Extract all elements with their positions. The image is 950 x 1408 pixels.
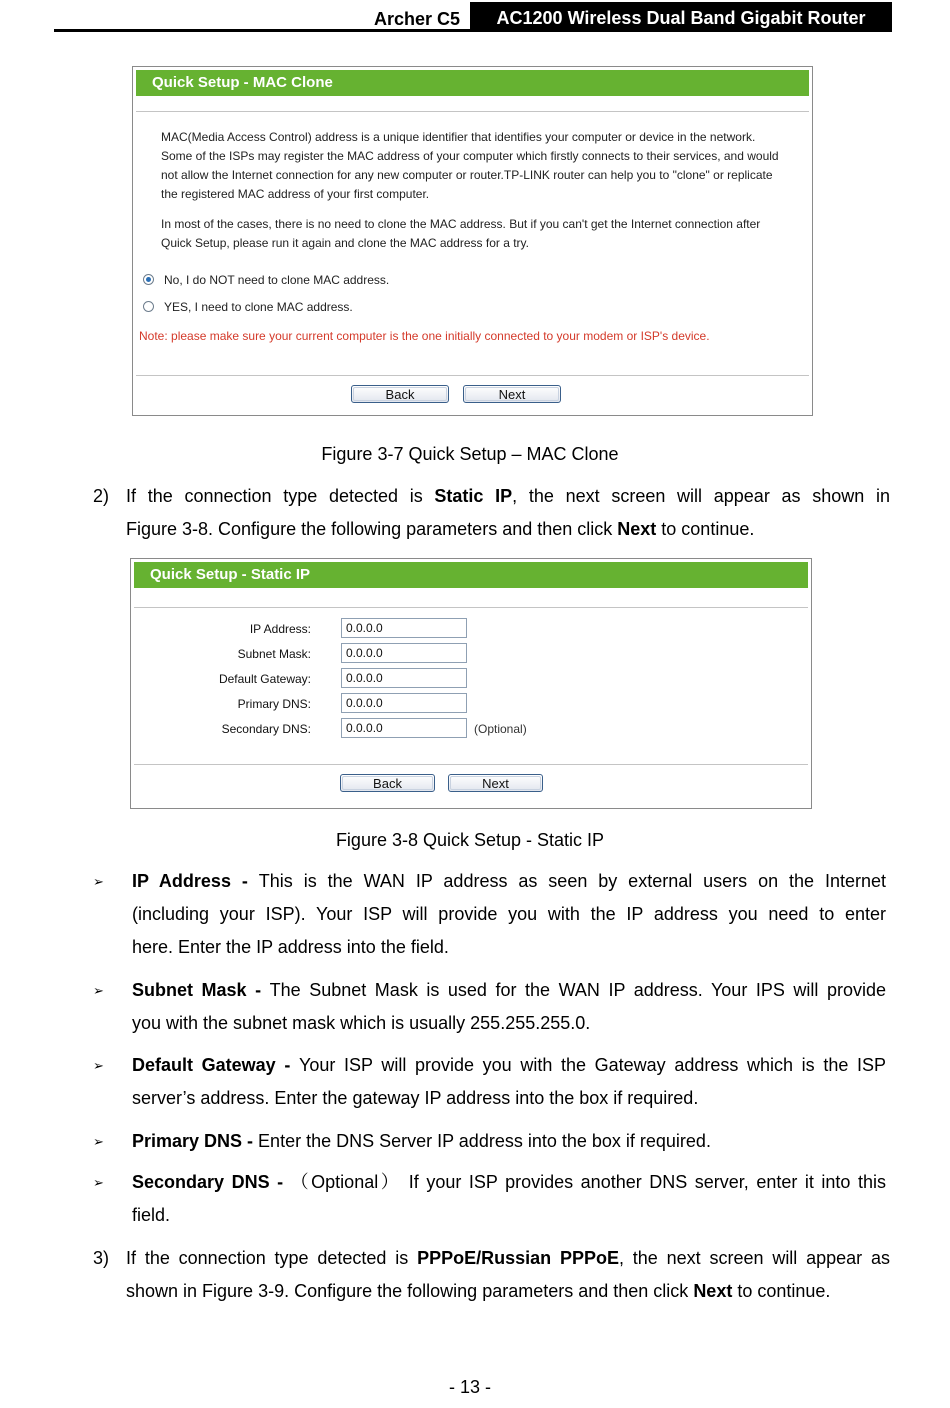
- back-button[interactable]: [351, 385, 449, 403]
- bullet-arrow-icon: ➢: [93, 1058, 104, 1073]
- step-2-number: 2): [93, 486, 110, 506]
- subnet-mask-label: Subnet Mask:: [237, 647, 311, 661]
- figure-mac-clone: [132, 66, 813, 416]
- bullet-ip-line-3: here. Enter the IP address into the field.: [132, 937, 449, 957]
- bullet-arrow-icon: ➢: [93, 983, 104, 998]
- default-gateway-input[interactable]: 0.0.0.0: [341, 668, 467, 688]
- figure-mac-clone-title: Quick Setup - MAC Clone: [136, 70, 809, 96]
- header-rule: [54, 29, 892, 32]
- page-number: - 13 -: [448, 1377, 491, 1397]
- step-3-number: 3): [93, 1248, 110, 1268]
- ip-address-input[interactable]: 0.0.0.0: [341, 618, 467, 638]
- header-model: Archer C5: [373, 9, 460, 29]
- back-button-label: Back: [373, 776, 402, 791]
- ip-address-label: IP Address:: [249, 622, 311, 636]
- next-button[interactable]: [448, 774, 543, 792]
- back-button-label: Back: [385, 387, 415, 402]
- back-button[interactable]: [340, 774, 435, 792]
- desc-line: the registered MAC address of your first computer.: [161, 187, 430, 201]
- step-3-line-2: shown in Figure 3-9. Configure the following parameters and then click Next to continue.: [126, 1281, 831, 1301]
- mac-clone-note: Note: please make sure your current computer is the one initially connected to your modem or ISP's device.: [139, 329, 710, 343]
- bullet-gateway-line-2: server’s address. Enter the gateway IP address into the box if required.: [132, 1088, 699, 1108]
- figure-static-ip: [130, 558, 812, 809]
- next-button[interactable]: [463, 385, 561, 403]
- bullet-mask-line-1: Subnet Mask - The Subnet Mask is used for the WAN IP address. Your IPS will provide: [132, 980, 886, 1000]
- bullet-ip-line-1: IP Address - This is the WAN IP address as seen by external users on the Internet: [132, 871, 886, 891]
- bullet-primary-dns-line-1: Primary DNS - Enter the DNS Server IP address into the box if required.: [132, 1131, 711, 1151]
- next-button-label: Next: [498, 387, 526, 402]
- subnet-mask-input[interactable]: 0.0.0.0: [341, 643, 467, 663]
- desc-line: Some of the ISPs may register the MAC address of your computer which firstly connects to their services, and would: [161, 149, 779, 163]
- radio-button-checked[interactable]: [143, 274, 154, 285]
- step-2-line-1: If the connection type detected is Static IP, the next screen will appear as shown in: [126, 486, 890, 506]
- desc-line: Quick Setup, please run it again and clone the MAC address for a try.: [161, 236, 529, 250]
- bullet-secondary-dns-line-2: field.: [132, 1205, 171, 1225]
- desc-line: MAC(Media Access Control) address is a unique identifier that identifies your computer or device in the network.: [161, 130, 756, 144]
- step-3-line-1: If the connection type detected is PPPoE/Russian PPPoE, the next screen will appear as: [126, 1248, 891, 1268]
- bullet-arrow-icon: ➢: [93, 874, 104, 889]
- bullet-mask-line-2: you with the subnet mask which is usually 255.255.255.0.: [132, 1013, 591, 1033]
- button-divider: [134, 764, 808, 765]
- optional-hint: (Optional): [474, 722, 527, 736]
- button-divider: [136, 375, 809, 376]
- radio-no-clone-label: No, I do NOT need to clone MAC address.: [164, 273, 390, 287]
- default-gateway-label: Default Gateway:: [218, 672, 311, 686]
- secondary-dns-input[interactable]: 0.0.0.0: [341, 718, 467, 738]
- bullet-arrow-icon: ➢: [93, 1134, 104, 1149]
- bullet-arrow-icon: ➢: [93, 1175, 104, 1190]
- figure-3-7-caption: Figure 3-7 Quick Setup – MAC Clone: [321, 444, 619, 464]
- primary-dns-input[interactable]: 0.0.0.0: [341, 693, 467, 713]
- mac-clone-description-1: [161, 128, 801, 204]
- title-divider: [136, 111, 809, 112]
- header-title: AC1200 Wireless Dual Band Gigabit Router: [470, 2, 892, 32]
- bullet-secondary-dns-line-1: Secondary DNS - （Optional） If your ISP provides another DNS server, enter it into this: [132, 1172, 886, 1192]
- radio-button-unchecked[interactable]: [143, 301, 154, 312]
- title-divider: [134, 607, 808, 608]
- bullet-ip-line-2: (including your ISP). Your ISP will provide you with the IP address you need to enter: [132, 904, 886, 924]
- desc-line: not allow the Internet connection for any new computer or router.TP-LINK router can help you to "clone" or replicate: [161, 168, 773, 182]
- step-2-line-2: Figure 3-8. Configure the following parameters and then click Next to continue.: [126, 519, 755, 539]
- primary-dns-label: Primary DNS:: [237, 697, 311, 711]
- figure-static-ip-title: Quick Setup - Static IP: [134, 562, 808, 588]
- mac-clone-description-2: [161, 215, 801, 253]
- secondary-dns-label: Secondary DNS:: [221, 722, 311, 736]
- bullet-gateway-line-1: Default Gateway - Your ISP will provide you with the Gateway address which is the ISP: [132, 1055, 887, 1075]
- figure-3-8-caption: Figure 3-8 Quick Setup - Static IP: [335, 830, 605, 850]
- desc-line: In most of the cases, there is no need to clone the MAC address. But if you can't get the Internet connection after: [161, 217, 761, 231]
- next-button-label: Next: [482, 776, 509, 791]
- radio-yes-clone-label: YES, I need to clone MAC address.: [164, 300, 353, 314]
